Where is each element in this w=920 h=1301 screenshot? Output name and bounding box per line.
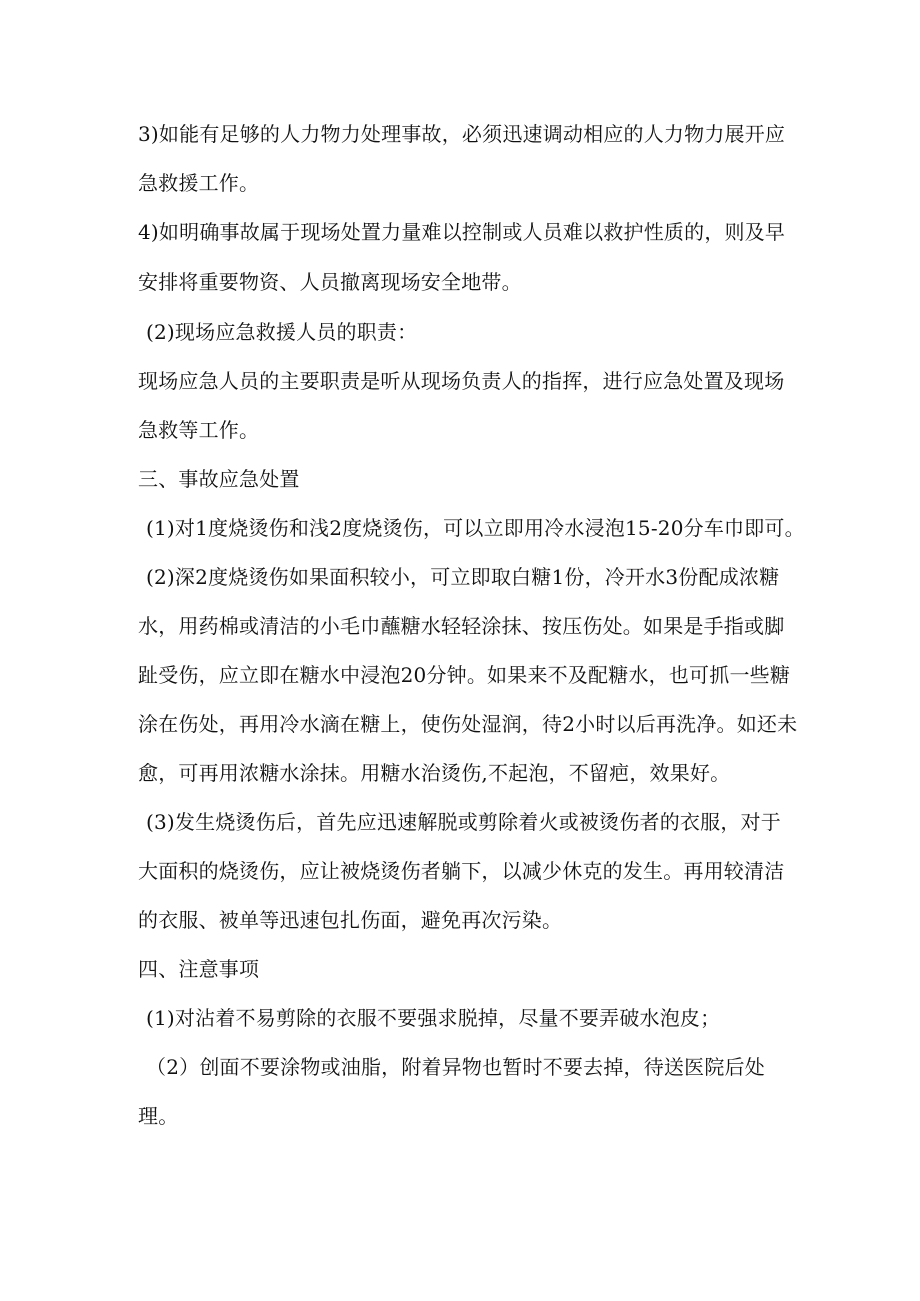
text-line: 理。 <box>138 1104 179 1128</box>
text-line: 大面积的烧烫伤，应让被烧烫伤者躺下，以减少休克的发生。再用较清洁 <box>138 859 785 883</box>
section-heading: (2)现场应急救援人员的职责： <box>146 320 418 344</box>
text-line: 安排将重要物资、人员撤离现场安全地带。 <box>138 270 522 294</box>
text-line: 急救援工作。 <box>138 171 260 195</box>
text-line: (3)发生烧烫伤后，首先应迅速解脱或剪除着火或被烫伤者的衣服，对于 <box>146 810 781 834</box>
text-line: (1)对1度烧烫伤和浅2度烧烫伤，可以立即用冷水浸泡15-20分车巾即可。 <box>146 516 805 540</box>
text-line: 急救等工作。 <box>138 418 260 442</box>
text-line: 涂在伤处，再用冷水滴在糖上，使伤处湿润，待2小时以后再洗净。如还未 <box>138 712 798 736</box>
text-line: 趾受伤，应立即在糖水中浸泡20分钟。如果来不及配糖水，也可抓一些糖 <box>138 663 791 687</box>
section-heading: 三、事故应急处置 <box>138 467 300 491</box>
text-line: (2)深2度烧烫伤如果面积较小，可立即取白糖1份，冷开水3份配成浓糖 <box>146 565 780 589</box>
text-line: 愈，可再用浓糖水涂抹。用糖水治烫伤,不起泡，不留疤，效果好。 <box>138 761 731 785</box>
section-heading: 四、注意事项 <box>138 957 260 981</box>
text-line: 现场应急人员的主要职责是听从现场负责人的指挥，进行应急处置及现场 <box>138 369 785 393</box>
text-line: （2）创面不要涂物或油脂，附着异物也暂时不要去掉，待送医院后处 <box>146 1055 765 1079</box>
text-line: 的衣服、被单等迅速包扎伤面，避免再次污染。 <box>138 908 563 932</box>
text-line: 4)如明确事故属于现场处置力量难以控制或人员难以救护性质的，则及早 <box>138 220 786 244</box>
text-line: 水，用药棉或清洁的小毛巾蘸糖水轻轻涂抹、按压伤处。如果是手指或脚 <box>138 614 785 638</box>
text-line: 3)如能有足够的人力物力处理事故，必须迅速调动相应的人力物力展开应 <box>138 122 786 146</box>
text-line: (1)对沾着不易剪除的衣服不要强求脱掉，尽量不要弄破水泡皮； <box>146 1006 721 1030</box>
